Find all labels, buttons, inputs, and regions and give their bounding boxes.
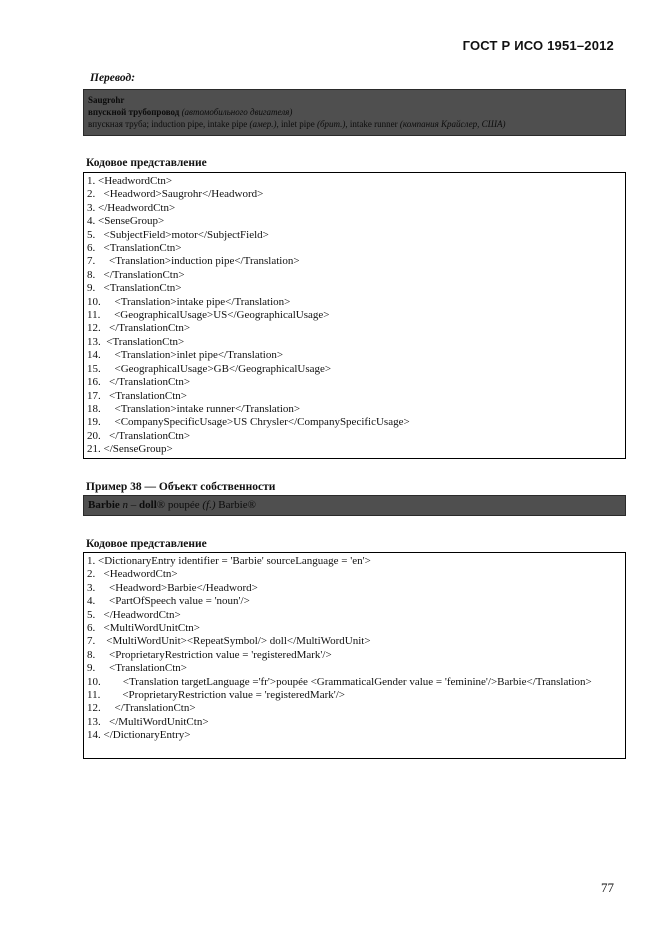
code-line: 2. <Headword>Saugrohr</Headword> [87, 188, 264, 201]
text-segment: – [128, 499, 140, 511]
translation-headword [84, 94, 625, 106]
code-line: 1. <HeadwordCtn> [87, 175, 173, 187]
text-segment: , intake runner [345, 119, 400, 129]
code2-label: Кодовое представление [86, 538, 207, 550]
code-line: 4. <PartOfSpeech value = 'noun'/> [87, 595, 250, 608]
translation-box [83, 89, 626, 136]
text-segment: (компания Крайслер, США) [399, 119, 506, 129]
code-line: 13. <TranslationCtn> [87, 335, 185, 348]
translation-label: Перевод: [90, 72, 136, 84]
text-segment: doll [139, 499, 157, 511]
code-line: 14. <Translation>inlet pipe</Translation> [87, 349, 284, 362]
code-line: 8. </TranslationCtn> [87, 268, 185, 281]
code-line: 5. <SubjectField>motor</SubjectField> [87, 228, 269, 241]
code-line: 2. <HeadwordCtn> [87, 568, 178, 581]
code-line: 11. <GeographicalUsage>US</GeographicalUsage> [87, 309, 330, 322]
document-header: ГОСТ Р ИСО 1951–2012 [462, 38, 614, 53]
text-segment: (амер.) [249, 119, 277, 129]
code1-label: Кодовое представление [86, 157, 207, 169]
translation-line-3 [84, 118, 625, 130]
code-line: 8. <ProprietaryRestriction value = 'registeredMark'/> [87, 648, 332, 661]
code-line: 10. <Translation targetLanguage ='fr'>poupée <GrammaticalGender value = 'feminine'/>Barbie</Translation> [87, 675, 592, 688]
code-line: 1. <DictionaryEntry identifier = 'Barbie' sourceLanguage = 'en'> [87, 555, 371, 567]
text-segment: ® poupée [156, 499, 203, 511]
code-line: 21. </SenseGroup> [87, 443, 173, 456]
text-segment: впускная труба; induction pipe, intake pipe [88, 119, 250, 129]
code-line: 6. <MultiWordUnitCtn> [87, 622, 200, 635]
text-segment: Barbie® [215, 499, 256, 511]
code-line: 12. </TranslationCtn> [87, 702, 196, 715]
code-line: 5. </HeadwordCtn> [87, 608, 181, 621]
translation-line-2 [84, 106, 625, 118]
code-block-1 [83, 172, 626, 459]
code-line: 15. <GeographicalUsage>GB</GeographicalUsage> [87, 362, 332, 375]
code-line: 12. </TranslationCtn> [87, 322, 191, 335]
code-line: 4. <SenseGroup> [87, 215, 165, 228]
code-line: 9. <TranslationCtn> [87, 662, 188, 675]
code-line: 10. <Translation>intake pipe</Translation> [87, 295, 291, 308]
page-number: 77 [601, 880, 614, 895]
headword-text: Saugrohr [88, 95, 125, 105]
code-line: 13. </MultiWordUnitCtn> [87, 715, 209, 728]
example-38-entry [84, 499, 625, 512]
text-segment: (брит.) [316, 119, 346, 129]
code-line: 11. <ProprietaryRestriction value = 'registeredMark'/> [87, 689, 345, 702]
code-block-2 [83, 552, 626, 759]
text-segment: Barbie [88, 499, 120, 511]
code-line: 14. </DictionaryEntry> [87, 729, 191, 742]
code-line: 3. </HeadwordCtn> [87, 201, 176, 214]
code-line: 7. <Translation>induction pipe</Translation> [87, 255, 300, 268]
example-38-label: Пример 38 — Объект собственности [86, 481, 276, 493]
text-segment: (f.) [202, 499, 216, 511]
translation-note: (автомобильного двигателя) [181, 107, 293, 117]
code-line: 17. <TranslationCtn> [87, 389, 188, 402]
code-line: 7. <MultiWordUnit><RepeatSymbol/> doll</MultiWordUnit> [87, 635, 371, 648]
code-line: 6. <TranslationCtn> [87, 242, 182, 255]
code-line: 19. <CompanySpecificUsage>US Chrysler</CompanySpecificUsage> [87, 416, 410, 429]
code-line: 3. <Headword>Barbie</Headword> [87, 581, 258, 594]
text-segment: n [119, 499, 129, 511]
code-line: 16. </TranslationCtn> [87, 376, 191, 389]
example-38-box [83, 495, 626, 516]
text-segment: , inlet pipe [276, 119, 317, 129]
code-line: 18. <Translation>intake runner</Translation> [87, 402, 301, 415]
code-line: 9. <TranslationCtn> [87, 282, 182, 295]
translation-main: впускной трубопровод [88, 107, 180, 117]
code-line: 20. </TranslationCtn> [87, 429, 191, 442]
